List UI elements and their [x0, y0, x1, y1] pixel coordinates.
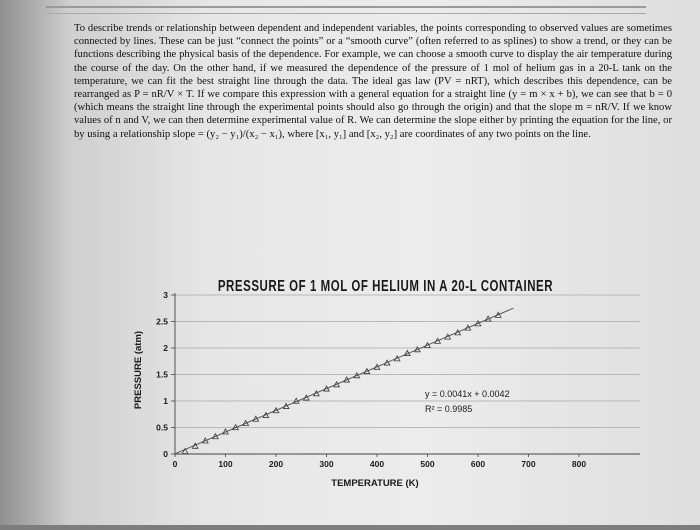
y-tick-label: 1: [163, 396, 168, 406]
y-tick-label: 2.5: [156, 316, 168, 327]
x-tick-label: 700: [521, 459, 536, 469]
axes: [171, 293, 640, 457]
y-tick-label: 1.5: [156, 369, 168, 380]
y-axis-label: PRESSURE (atm): [133, 330, 144, 410]
x-tick-label: 400: [369, 459, 385, 469]
y-tick-label: 2: [163, 343, 168, 353]
trendline-equation: y = 0.0041x + 0.0042: [425, 389, 510, 399]
x-tick-label: 600: [470, 459, 486, 469]
y-tick-label: 0.5: [156, 422, 168, 433]
tick-labels: [156, 290, 586, 469]
y-tick-label: 0: [163, 449, 168, 459]
x-tick-label: 200: [268, 459, 284, 469]
x-tick-label: 100: [218, 459, 233, 469]
data-point: [182, 449, 188, 454]
y-tick-label: 3: [163, 290, 168, 300]
r-squared-label: R² = 0.9985: [425, 404, 473, 414]
x-tick-label: 500: [420, 459, 435, 469]
x-axis-label: TEMPERATURE (K): [331, 478, 419, 489]
x-tick-label: 800: [571, 459, 587, 469]
body-paragraph: To describe trends or relationship between dependent and independent variables, the points corresponding to observed values are sometimes connected by lines. These can be just “connect the points” or a “smooth curve” (often referred to as splines) to show a trend, or they can be functions describing the physical basis of the dependence. For example, we can choose a smooth curve to display the air temperature during the course of the day. On the other hand, if we measured the dependence of the pressure of 1 mol of helium gas in a 20-L tank on the temperature, we can fit the best straight line through the data. The ideal gas law (PV = nRT), which describes this dependence, can be rearranged as P = nR/V × T. If we compare this expression with a general equation for a straight line (y = m × x + b), we can see that b = 0 (which means the straight line through the experimental points should also go through the origin) and that the slope m = nR/V. If we know values of n and V, we can then determine experimental value of R. We can determine the slope either by printing the equation for the line, or by using a relationship slope = (y₂ − y₁)/(x₂ − x₁), where [x₁, y₁] and [x₂, y₂] are coordinates of any two points on the line.: [74, 23, 672, 140]
gridlines: [175, 295, 640, 428]
x-tick-label: 300: [319, 459, 334, 469]
x-tick-label: 0: [172, 459, 178, 469]
chart-title: PRESSURE OF 1 MOL OF HELIUM IN A 20-L CONTAINER: [217, 277, 554, 295]
